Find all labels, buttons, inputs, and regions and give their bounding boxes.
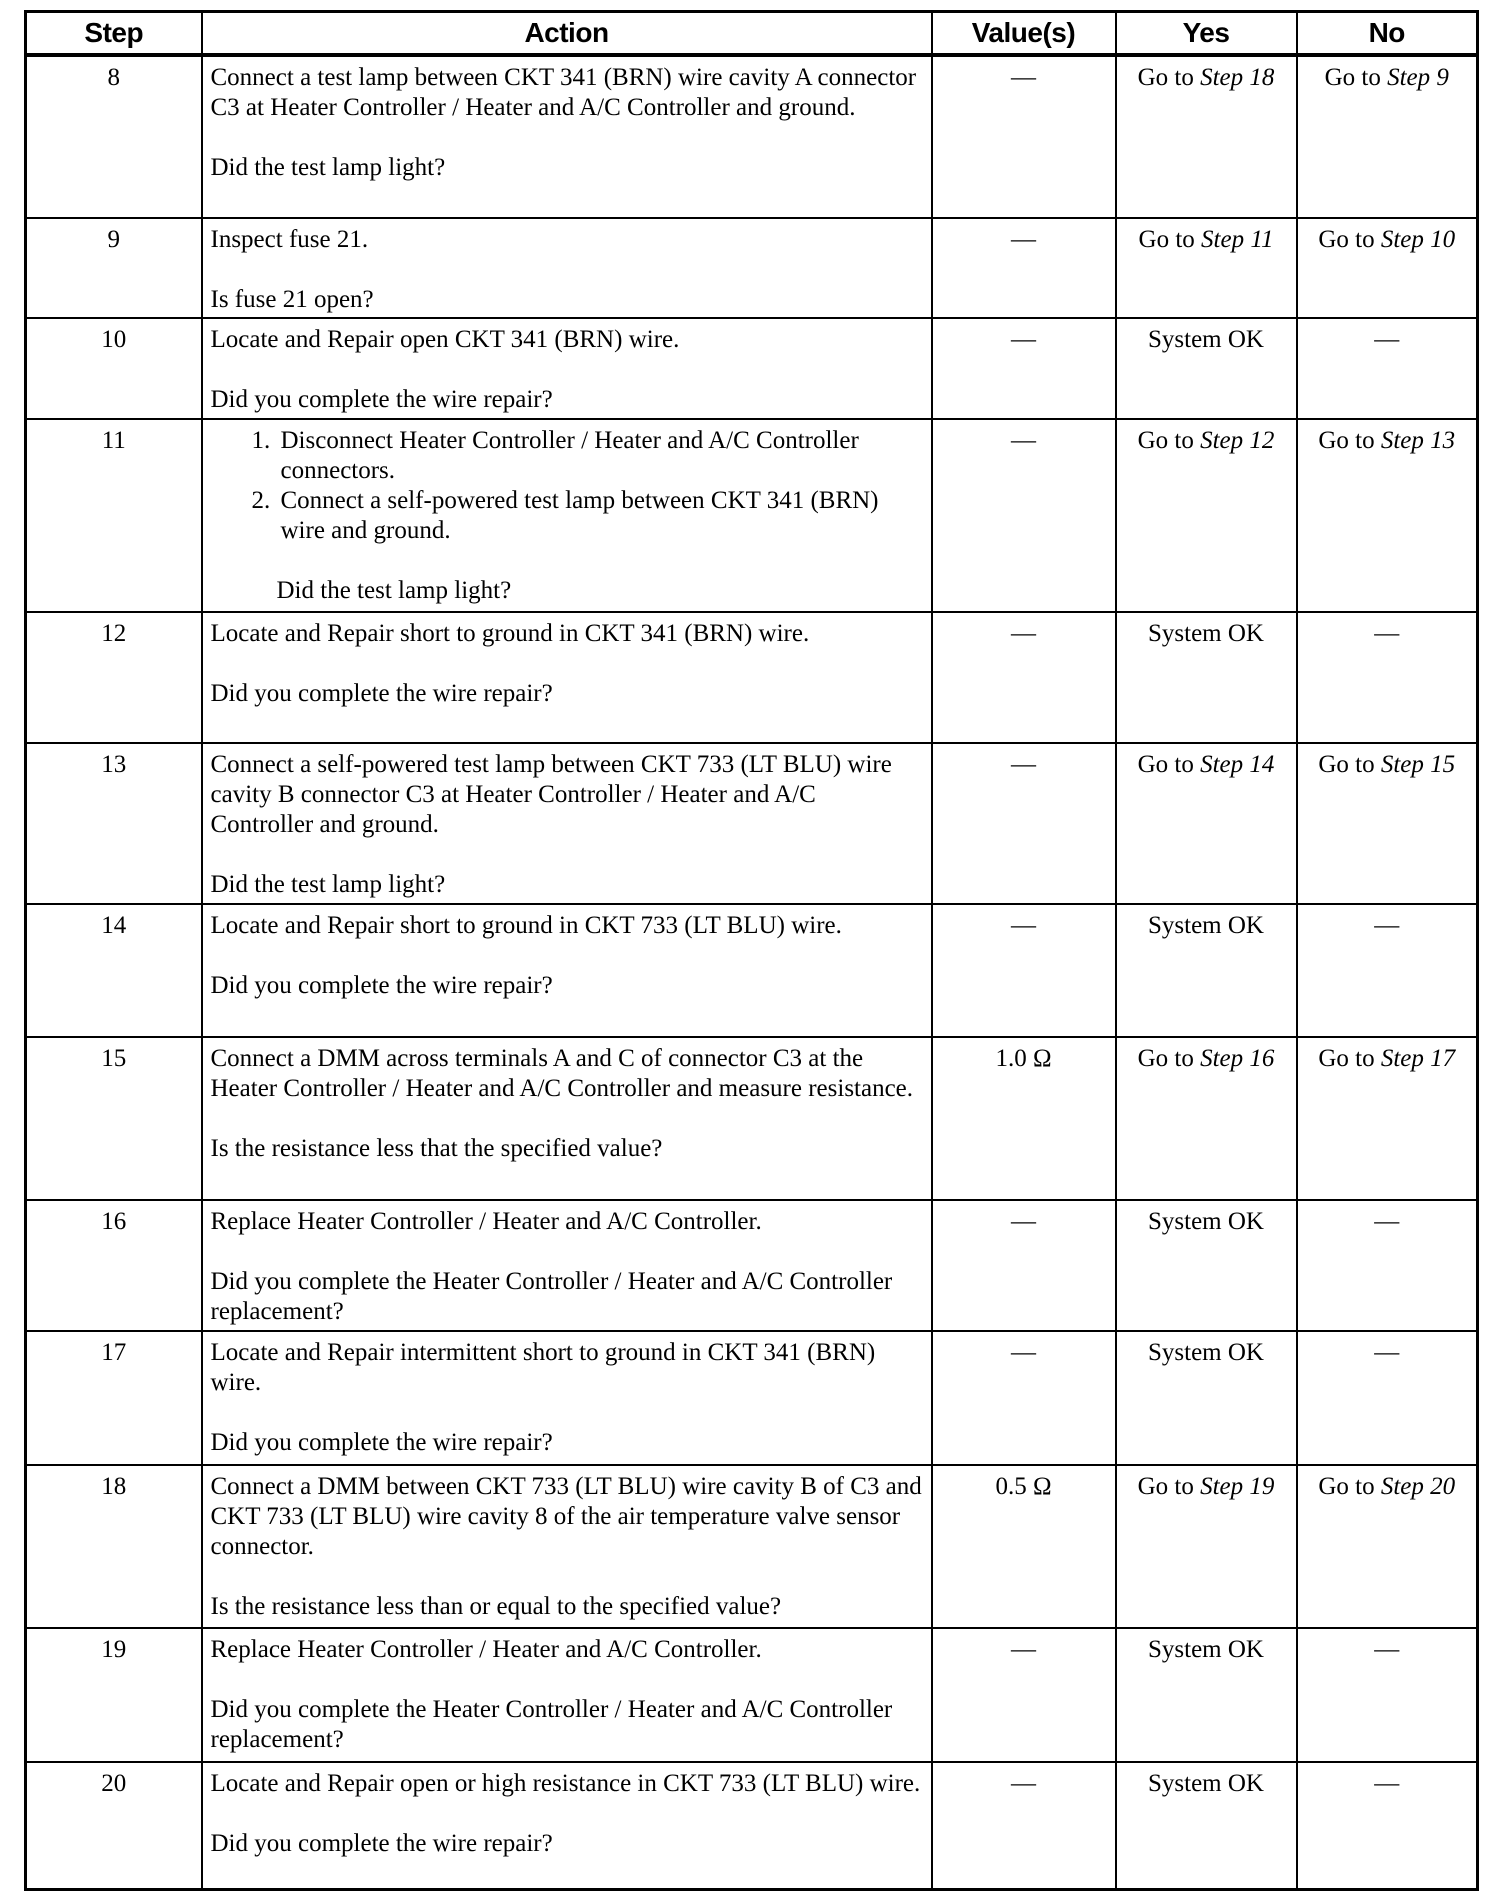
action-cell bbox=[202, 743, 932, 904]
action-text: Locate and Repair open or high resistance in CKT 733 (LT BLU) wire. bbox=[210, 1770, 921, 1797]
yes-cell bbox=[1116, 1628, 1297, 1762]
yes-cell bbox=[1116, 612, 1297, 743]
no-cell bbox=[1297, 612, 1478, 743]
value-cell: — bbox=[932, 1331, 1116, 1465]
header-values: Value(s) bbox=[932, 12, 1116, 56]
header-row bbox=[26, 12, 1478, 56]
step-number: 13 bbox=[26, 743, 202, 904]
action-question: Did the test lamp light? bbox=[210, 871, 446, 898]
step-number: 9 bbox=[26, 218, 202, 318]
table-row bbox=[26, 419, 1478, 612]
action-cell bbox=[202, 1200, 932, 1331]
action-question: Is fuse 21 open? bbox=[210, 286, 374, 313]
yes-cell bbox=[1116, 904, 1297, 1037]
action-question: Did you complete the wire repair? bbox=[210, 386, 553, 413]
action-question: Did you complete the Heater Controller / Heater and A/C Controller replacement? bbox=[210, 1696, 893, 1753]
no-cell bbox=[1297, 1200, 1478, 1331]
yes-result: System OK bbox=[1148, 1339, 1264, 1366]
action-cell bbox=[202, 1628, 932, 1762]
value-cell: — bbox=[932, 904, 1116, 1037]
no-cell bbox=[1297, 1762, 1478, 1889]
no-result: — bbox=[1374, 1636, 1400, 1663]
table-row bbox=[26, 1331, 1478, 1465]
action-cell bbox=[202, 1331, 932, 1465]
no-cell bbox=[1297, 1628, 1478, 1762]
value-cell: — bbox=[932, 55, 1116, 218]
yes-goto-prefix: Go to bbox=[1137, 751, 1194, 778]
value-cell: — bbox=[932, 318, 1116, 419]
no-cell bbox=[1297, 419, 1478, 612]
header-step: Step bbox=[26, 12, 202, 56]
step-number: 15 bbox=[26, 1037, 202, 1200]
action-cell bbox=[202, 218, 932, 318]
action-text: Locate and Repair open CKT 341 (BRN) wire. bbox=[210, 326, 680, 353]
table-row bbox=[26, 1037, 1478, 1200]
action-text: Inspect fuse 21. bbox=[210, 226, 369, 253]
step-number: 19 bbox=[26, 1628, 202, 1762]
action-list-item: 2. Connect a self-powered test lamp between CKT 341 (BRN) wire and ground. bbox=[277, 486, 923, 546]
value-cell: — bbox=[932, 612, 1116, 743]
action-cell bbox=[202, 55, 932, 218]
no-goto-prefix: Go to bbox=[1318, 1045, 1375, 1072]
no-goto-prefix: Go to bbox=[1318, 1473, 1375, 1500]
no-result: — bbox=[1374, 912, 1400, 939]
table-row bbox=[26, 1628, 1478, 1762]
no-cell bbox=[1297, 743, 1478, 904]
action-text: Locate and Repair intermittent short to ground in CKT 341 (BRN) wire. bbox=[210, 1339, 876, 1396]
yes-result: System OK bbox=[1148, 1208, 1264, 1235]
table-row bbox=[26, 1465, 1478, 1628]
no-result: — bbox=[1374, 1339, 1400, 1366]
value-cell: — bbox=[932, 1200, 1116, 1331]
table-row bbox=[26, 612, 1478, 743]
step-number: 17 bbox=[26, 1331, 202, 1465]
step-number: 20 bbox=[26, 1762, 202, 1889]
action-cell bbox=[202, 1762, 932, 1889]
value-cell: 0.5 Ω bbox=[932, 1465, 1116, 1628]
action-cell bbox=[202, 904, 932, 1037]
yes-goto-step: Step 14 bbox=[1200, 751, 1275, 778]
no-goto-prefix: Go to bbox=[1318, 751, 1375, 778]
no-goto-prefix: Go to bbox=[1324, 64, 1381, 91]
no-cell bbox=[1297, 1331, 1478, 1465]
value-cell: — bbox=[932, 1762, 1116, 1889]
table-row bbox=[26, 55, 1478, 218]
value-cell: 1.0 Ω bbox=[932, 1037, 1116, 1200]
header-action: Action bbox=[202, 12, 932, 56]
yes-cell bbox=[1116, 1331, 1297, 1465]
action-cell bbox=[202, 318, 932, 419]
no-goto-prefix: Go to bbox=[1318, 226, 1375, 253]
table-row bbox=[26, 318, 1478, 419]
yes-goto-prefix: Go to bbox=[1137, 1045, 1194, 1072]
no-result: — bbox=[1374, 326, 1400, 353]
action-text: Connect a test lamp between CKT 341 (BRN) wire cavity A connector C3 at Heater Controller / Heater and A/C Controller and ground. bbox=[210, 64, 917, 121]
action-cell bbox=[202, 1465, 932, 1628]
yes-goto-step: Step 18 bbox=[1200, 64, 1275, 91]
yes-goto-step: Step 16 bbox=[1200, 1045, 1275, 1072]
no-goto-step: Step 10 bbox=[1380, 226, 1456, 253]
no-result: — bbox=[1374, 1208, 1400, 1235]
action-cell bbox=[202, 612, 932, 743]
yes-goto-prefix: Go to bbox=[1138, 226, 1195, 253]
action-question: Did you complete the wire repair? bbox=[210, 1830, 553, 1857]
yes-goto-prefix: Go to bbox=[1137, 1473, 1194, 1500]
yes-cell bbox=[1116, 218, 1297, 318]
no-cell bbox=[1297, 1037, 1478, 1200]
table-row bbox=[26, 218, 1478, 318]
yes-cell bbox=[1116, 1465, 1297, 1628]
action-list-item: 1. Disconnect Heater Controller / Heater and A/C Controller connectors. bbox=[277, 426, 923, 486]
yes-cell bbox=[1116, 55, 1297, 218]
yes-result: System OK bbox=[1148, 620, 1264, 647]
no-goto-step: Step 20 bbox=[1380, 1473, 1456, 1500]
no-goto-step: Step 15 bbox=[1380, 751, 1456, 778]
step-number: 16 bbox=[26, 1200, 202, 1331]
action-question: Did you complete the Heater Controller / Heater and A/C Controller replacement? bbox=[210, 1268, 893, 1325]
table-row bbox=[26, 743, 1478, 904]
action-question: Did the test lamp light? bbox=[210, 154, 446, 181]
action-cell bbox=[202, 1037, 932, 1200]
yes-goto-step: Step 19 bbox=[1200, 1473, 1275, 1500]
action-text: Connect a DMM across terminals A and C of connector C3 at the Heater Controller / Heater and A/C Controller and measure resistance. bbox=[210, 1045, 914, 1102]
step-number: 8 bbox=[26, 55, 202, 218]
table-row bbox=[26, 1200, 1478, 1331]
yes-cell bbox=[1116, 1762, 1297, 1889]
yes-cell bbox=[1116, 1200, 1297, 1331]
action-text: Locate and Repair short to ground in CKT 733 (LT BLU) wire. bbox=[210, 912, 842, 939]
action-question: Did you complete the wire repair? bbox=[210, 680, 553, 707]
value-cell: — bbox=[932, 419, 1116, 612]
diagnostic-table bbox=[24, 10, 1479, 1891]
value-cell: — bbox=[932, 743, 1116, 904]
yes-cell bbox=[1116, 318, 1297, 419]
action-text: Replace Heater Controller / Heater and A/C Controller. bbox=[210, 1208, 762, 1235]
table-row bbox=[26, 904, 1478, 1037]
yes-result: System OK bbox=[1148, 1636, 1264, 1663]
action-text: Locate and Repair short to ground in CKT 341 (BRN) wire. bbox=[210, 620, 810, 647]
action-text: Connect a self-powered test lamp between CKT 733 (LT BLU) wire cavity B connector C3 at Heater Controller / Heater and A/C Controller and ground. bbox=[210, 751, 892, 838]
no-cell bbox=[1297, 318, 1478, 419]
yes-cell bbox=[1116, 743, 1297, 904]
step-number: 12 bbox=[26, 612, 202, 743]
no-cell bbox=[1297, 55, 1478, 218]
action-question: Did you complete the wire repair? bbox=[210, 1429, 553, 1456]
header-yes: Yes bbox=[1116, 12, 1297, 56]
yes-cell bbox=[1116, 419, 1297, 612]
yes-goto-step: Step 11 bbox=[1201, 226, 1274, 253]
action-question: Did you complete the wire repair? bbox=[210, 972, 553, 999]
no-result: — bbox=[1374, 620, 1400, 647]
no-goto-step: Step 9 bbox=[1387, 64, 1449, 91]
no-cell bbox=[1297, 1465, 1478, 1628]
action-question: Did the test lamp light? bbox=[276, 577, 512, 604]
step-number: 11 bbox=[26, 419, 202, 612]
action-text: Replace Heater Controller / Heater and A/C Controller. bbox=[210, 1636, 762, 1663]
yes-result: System OK bbox=[1148, 326, 1264, 353]
action-list bbox=[211, 426, 923, 546]
action-cell bbox=[202, 419, 932, 612]
no-goto-step: Step 13 bbox=[1380, 427, 1456, 454]
no-goto-step: Step 17 bbox=[1380, 1045, 1456, 1072]
no-cell bbox=[1297, 218, 1478, 318]
yes-goto-prefix: Go to bbox=[1137, 427, 1194, 454]
action-question: Is the resistance less than or equal to the specified value? bbox=[210, 1593, 782, 1620]
header-no: No bbox=[1297, 12, 1478, 56]
table-row bbox=[26, 1762, 1478, 1889]
value-cell: — bbox=[932, 1628, 1116, 1762]
step-number: 18 bbox=[26, 1465, 202, 1628]
no-result: — bbox=[1374, 1770, 1400, 1797]
no-cell bbox=[1297, 904, 1478, 1037]
yes-result: System OK bbox=[1148, 1770, 1264, 1797]
yes-goto-step: Step 12 bbox=[1200, 427, 1275, 454]
yes-result: System OK bbox=[1148, 912, 1264, 939]
no-goto-prefix: Go to bbox=[1318, 427, 1375, 454]
action-text: Connect a DMM between CKT 733 (LT BLU) wire cavity B of C3 and CKT 733 (LT BLU) wire cavity 8 of the air temperature valve sensor connector. bbox=[210, 1473, 922, 1560]
value-cell: — bbox=[932, 218, 1116, 318]
step-number: 10 bbox=[26, 318, 202, 419]
step-number: 14 bbox=[26, 904, 202, 1037]
yes-cell bbox=[1116, 1037, 1297, 1200]
action-question: Is the resistance less that the specified value? bbox=[210, 1135, 663, 1162]
yes-goto-prefix: Go to bbox=[1137, 64, 1194, 91]
